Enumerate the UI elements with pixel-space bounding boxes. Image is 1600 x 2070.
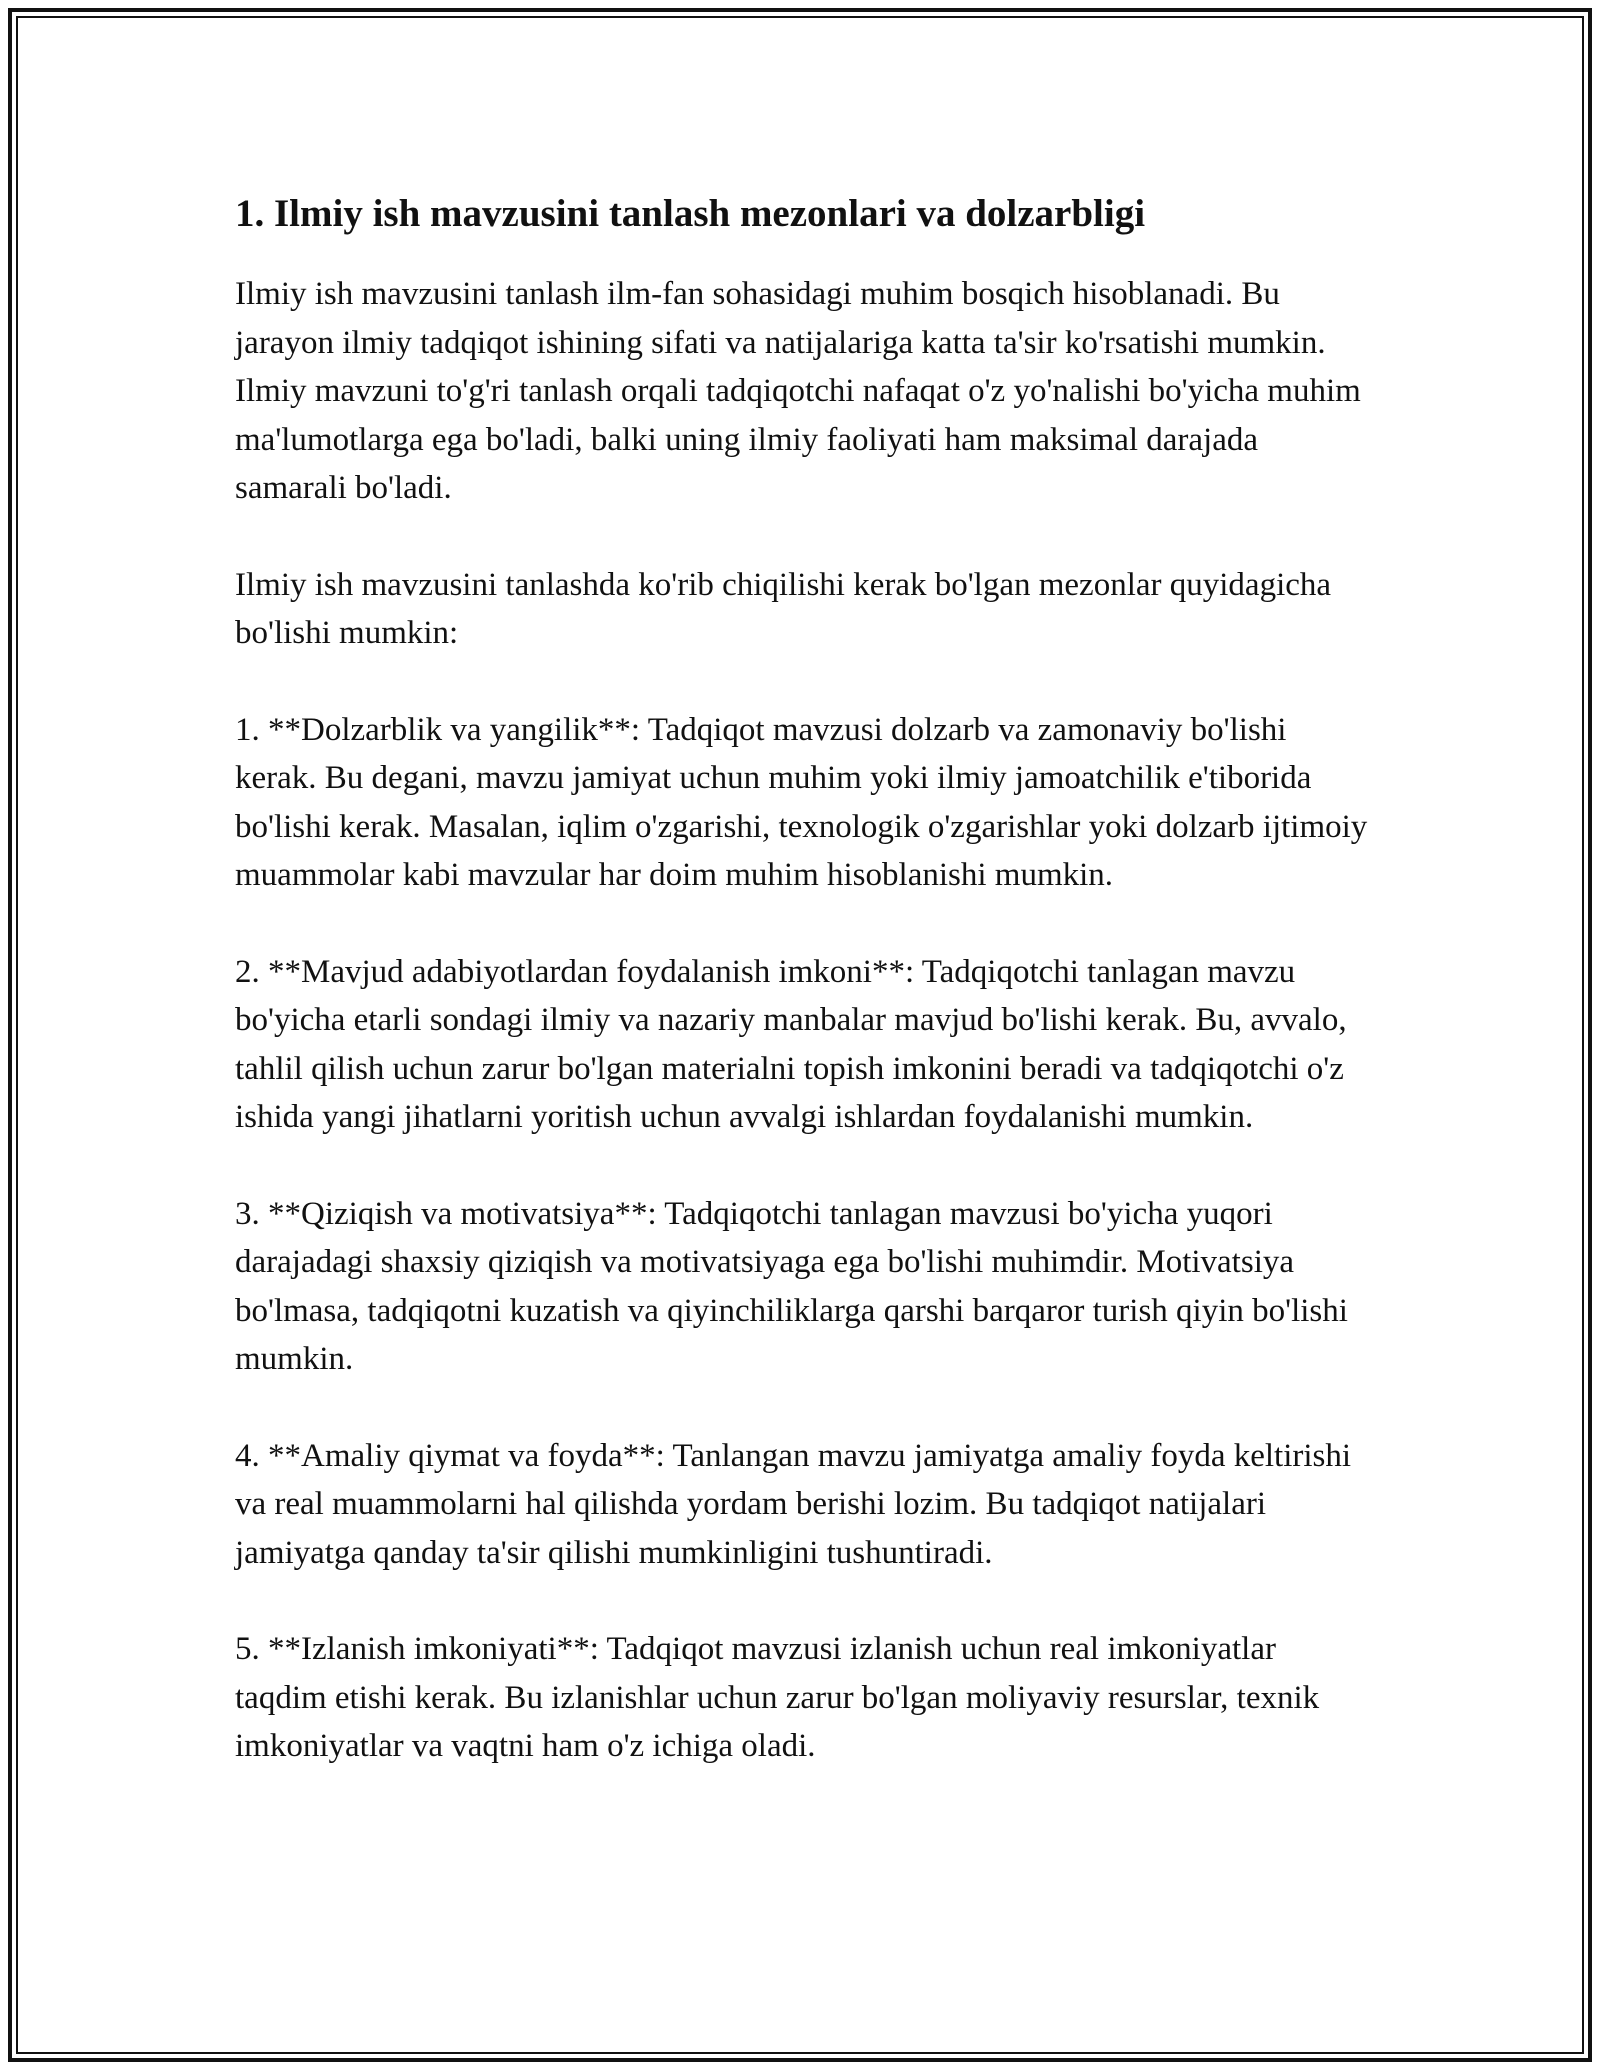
criteria-intro-paragraph: Ilmiy ish mavzusini tanlashda ko'rib chiqilishi kerak bo'lgan mezonlar quyidagicha bo'lishi mumkin:	[235, 566, 1332, 651]
criterion-2-paragraph: 2. **Mavjud adabiyotlardan foydalanish imkoni**: Tadqiqotchi tanlagan mavzu bo'yicha etarli sondagi ilmiy va nazariy manbalar mavjud bo'lishi kerak. Bu, avvalo, tahlil qilish uchun zarur bo'lgan materialni topish imkonini beradi va tadqiqotchi o'z ishida yangi jihatlarni yoritish uchun avvalgi ishlardan foydalanishi mumkin.	[235, 953, 1347, 1135]
criterion-3-paragraph: 3. **Qiziqish va motivatsiya**: Tadqiqotchi tanlagan mavzusi bo'yicha yuqori darajadagi shaxsiy qiziqish va motivatsiyaga ega bo'lishi muhimdir. Motivatsiya bo'lmasa, tadqiqotni kuzatish va qiyinchiliklarga qarshi barqaror turish qiyin bo'lishi mumkin.	[235, 1195, 1348, 1377]
document-body	[235, 186, 1375, 1819]
criterion-1-paragraph: 1. **Dolzarblik va yangilik**: Tadqiqot mavzusi dolzarb va zamonaviy bo'lishi kerak. Bu degani, mavzu jamiyat uchun muhim yoki ilmiy jamoatchilik e'tiborida bo'lishi kerak. Masalan, iqlim o'zgarishi, texnologik o'zgarishlar yoki dolzarb ijtimoiy muammolar kabi mavzular har doim muhim hisoblanishi mumkin.	[235, 711, 1368, 893]
document-heading: 1. Ilmiy ish mavzusini tanlash mezonlari va dolzarbligi	[235, 192, 1146, 235]
criterion-4-paragraph: 4. **Amaliy qiymat va foyda**: Tanlangan mavzu jamiyatga amaliy foyda keltirishi va real muammolarni hal qilishda yordam berishi lozim. Bu tadqiqot natijalari jamiyatga qanday ta'sir qilishi mumkinligini tushuntiradi.	[235, 1437, 1352, 1571]
criterion-5-paragraph: 5. **Izlanish imkoniyati**: Tadqiqot mavzusi izlanish uchun real imkoniyatlar taqdim etishi kerak. Bu izlanishlar uchun zarur bo'lgan moliyaviy resurslar, texnik imkoniyatlar va vaqtni ham o'z ichiga oladi.	[235, 1631, 1320, 1764]
intro-paragraph: Ilmiy ish mavzusini tanlash ilm-fan sohasidagi muhim bosqich hisoblanadi. Bu jarayon ilmiy tadqiqot ishining sifati va natijalariga katta ta'sir ko'rsatishi mumkin. Ilmiy mavzuni to'g'ri tanlash orqali tadqiqotchi nafaqat o'z yo'nalishi bo'yicha muhim ma'lumotlarga ega bo'ladi, balki uning ilmiy faoliyati ham maksimal darajada samarali bo'ladi.	[235, 276, 1361, 506]
